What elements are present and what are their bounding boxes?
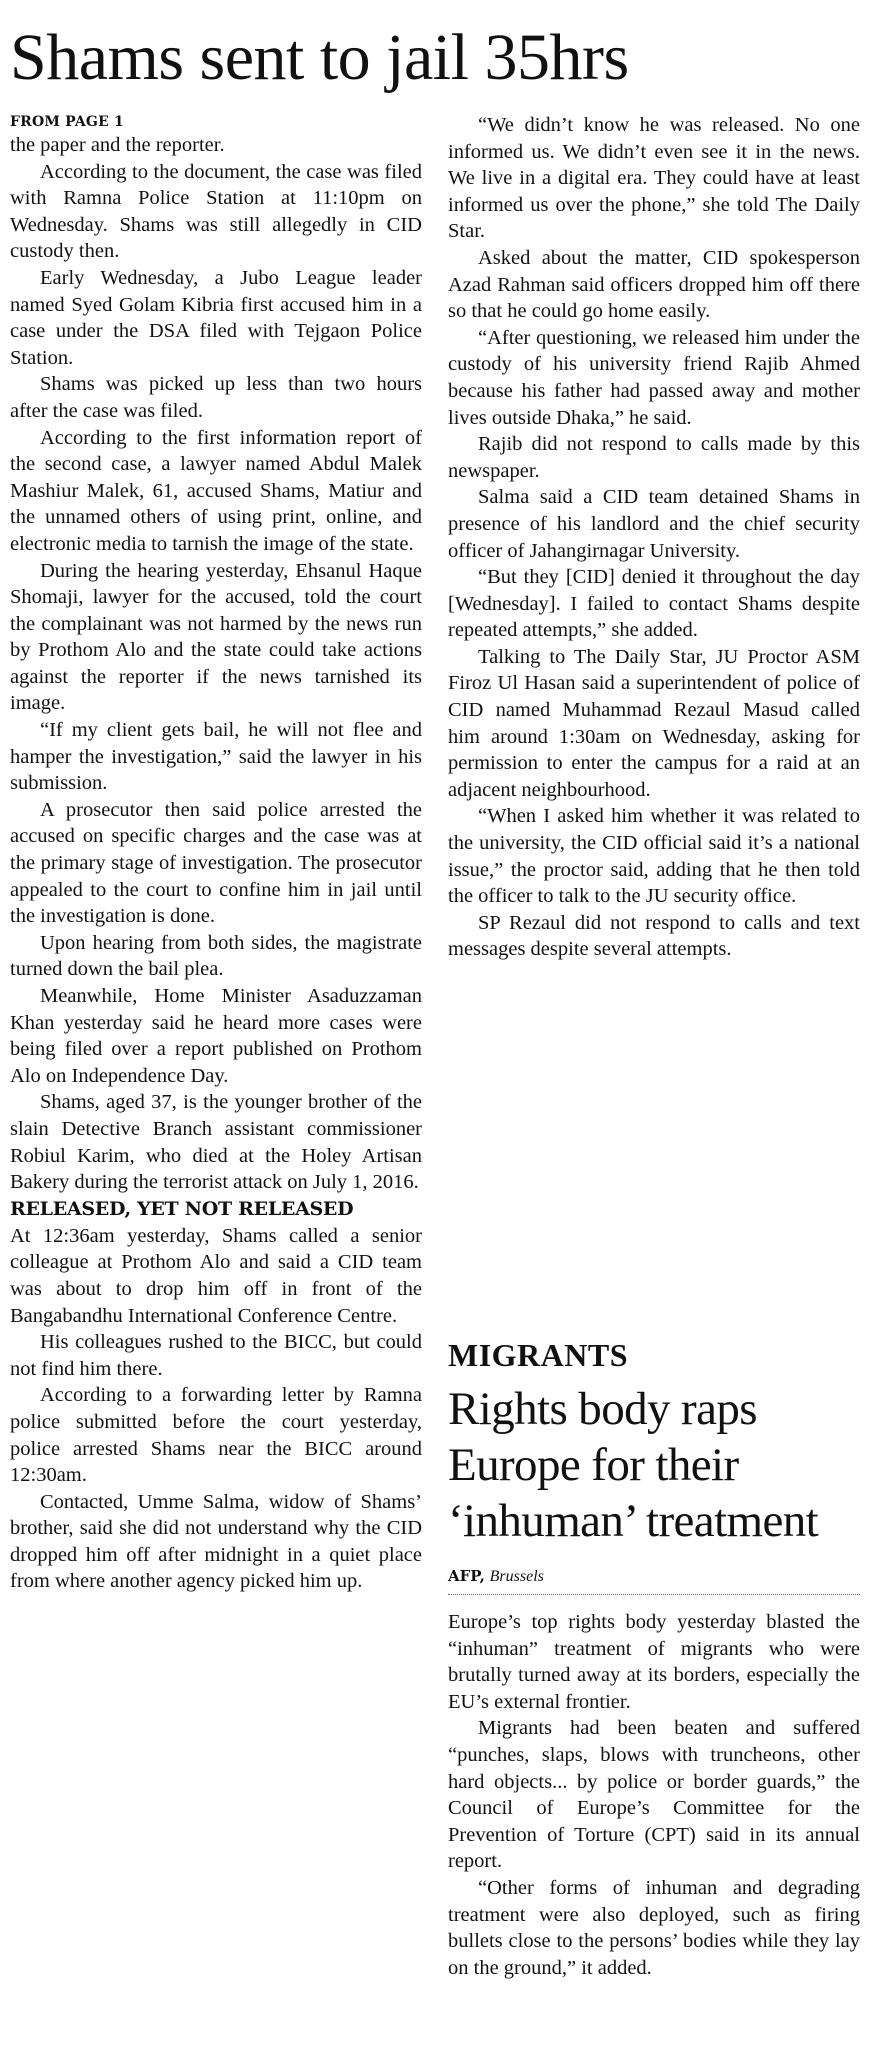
paragraph: Asked about the matter, CID spokesperson Azad Rahman said officers dropped him off there so that he could go home easily. xyxy=(448,246,860,323)
section-tag: MIGRANTS xyxy=(448,1337,629,1373)
paragraph: Meanwhile, Home Minister Asaduzzaman Khan yesterday said he heard more cases were being filed over a report published on Prothom Alo on Independence Day. xyxy=(10,985,422,1087)
paragraph: Contacted, Umme Salma, widow of Shams’ brother, said she did not understand why the CID dropped him off after midnight in a quiet place from where another agency picked him up. xyxy=(10,1490,422,1593)
paragraph: According to a forwarding letter by Ramna police submitted before the court yesterday, police arrested Shams near the BICC around 12:30am. xyxy=(10,1384,422,1487)
byline-agency: AFP, xyxy=(448,1567,485,1585)
byline xyxy=(448,1565,860,1595)
paragraph: Europe’s top rights body yesterday blasted the “inhuman” treatment of migrants who were brutally turned away at its borders, especially the EU’s external frontier. xyxy=(448,1611,860,1713)
paragraph: According to the first information report of the second case, a lawyer named Abdul Malek Mashiur Malek, 61, accused Shams, Matiur and the unnamed others of using print, online, and electronic media to tarnish the image of the state. xyxy=(10,426,422,555)
paragraph: During the hearing yesterday, Ehsanul Haque Shomaji, lawyer for the accused, told the court the complainant was not harmed by the news run by Prothom Alo and the state could take actions against the reporter if the news tarnished its image. xyxy=(10,559,422,715)
story2-body xyxy=(448,1609,860,1981)
paragraph: Salma said a CID team detained Shams in presence of his landlord and the chief security officer of Jahangirnagar University. xyxy=(448,486,860,562)
story-right-column xyxy=(448,112,860,963)
paragraph: Shams was picked up less than two hours after the case was filed. xyxy=(10,373,422,422)
paragraph: A prosecutor then said police arrested the accused on specific charges and the case was at the primary stage of investigation. The prosecutor appealed to the court to confine him in jail until the investigation is done. xyxy=(10,798,422,928)
subhead: RELEASED, YET NOT RELEASED xyxy=(10,1197,354,1220)
paragraph: His colleagues rushed to the BICC, but could not find him there. xyxy=(10,1331,422,1380)
byline-place: Brussels xyxy=(489,1568,544,1585)
paragraph: “If my client gets bail, he will not flee and hamper the investigation,” said the lawyer in his submission. xyxy=(10,719,422,795)
story-left-column xyxy=(10,112,422,1595)
paragraph: SP Rezaul did not respond to calls and text messages despite several attempts. xyxy=(448,911,860,961)
jump-label: FROM PAGE 1 xyxy=(10,114,124,130)
paragraph: Talking to The Daily Star, JU Proctor ASM Firoz Ul Hasan said a superintendent of police of CID named Muhammad Rezaul Masud called him around 1:30am on Wednesday, asking for permission to enter the campus for a raid at an adjacent neighbourhood. xyxy=(448,645,860,801)
paragraph: “After questioning, we released him under the custody of his university friend Rajib Ahmed because his father had passed away and mother lives outside Dhaka,” he said. xyxy=(448,326,860,429)
paragraph: “We didn’t know he was released. No one informed us. We didn’t even see it in the news. We live in a digital era. They could have at least informed us over the phone,” she told The Daily Star. xyxy=(448,114,860,243)
paragraph: the paper and the reporter. xyxy=(10,134,225,156)
paragraph: “But they [CID] denied it throughout the day [Wednesday]. I failed to contact Shams despite repeated attempts,” she added. xyxy=(448,566,860,642)
paragraph: Upon hearing from both sides, the magistrate turned down the bail plea. xyxy=(10,931,422,981)
paragraph: “When I asked him whether it was related to the university, the CID official said it’s a national issue,” the proctor said, adding that he then told the officer to talk to the JU security office. xyxy=(448,805,860,908)
paragraph: Shams, aged 37, is the younger brother of the slain Detective Branch assistant commissioner Robiul Karim, who died at the Holey Artisan Bakery during the terrorist attack on July 1, 2016. xyxy=(10,1091,422,1194)
paragraph: Migrants had been beaten and suffered “punches, slaps, blows with truncheons, other hard objects... by police or border guards,” the Council of Europe’s Committee for the Prevention of Torture (CPT) said in its annual report. xyxy=(448,1717,860,1873)
migrants-story xyxy=(448,1335,860,1981)
paragraph: According to the document, the case was filed with Ramna Police Station at 11:10pm on Wednesday. Shams was still allegedly in CID custody then. xyxy=(10,160,422,263)
paragraph: Early Wednesday, a Jubo League leader named Syed Golam Kibria first accused him in a case under the DSA filed with Tejgaon Police Station. xyxy=(10,266,422,369)
paragraph: At 12:36am yesterday, Shams called a senior colleague at Prothom Alo and said a CID team was about to drop him off in front of the Bangabandhu International Conference Centre. xyxy=(10,1224,422,1327)
paragraph: “Other forms of inhuman and degrading treatment were also deployed, such as firing bullets close to the persons’ bodies while they lay on the ground,” it added. xyxy=(448,1876,860,1979)
story-headline: Shams sent to jail 35hrs xyxy=(10,21,629,94)
paragraph: Rajib did not respond to calls made by this newspaper. xyxy=(448,433,860,482)
story2-headline: Rights body raps Europe for their ‘inhuman’ treatment xyxy=(448,1383,819,1547)
